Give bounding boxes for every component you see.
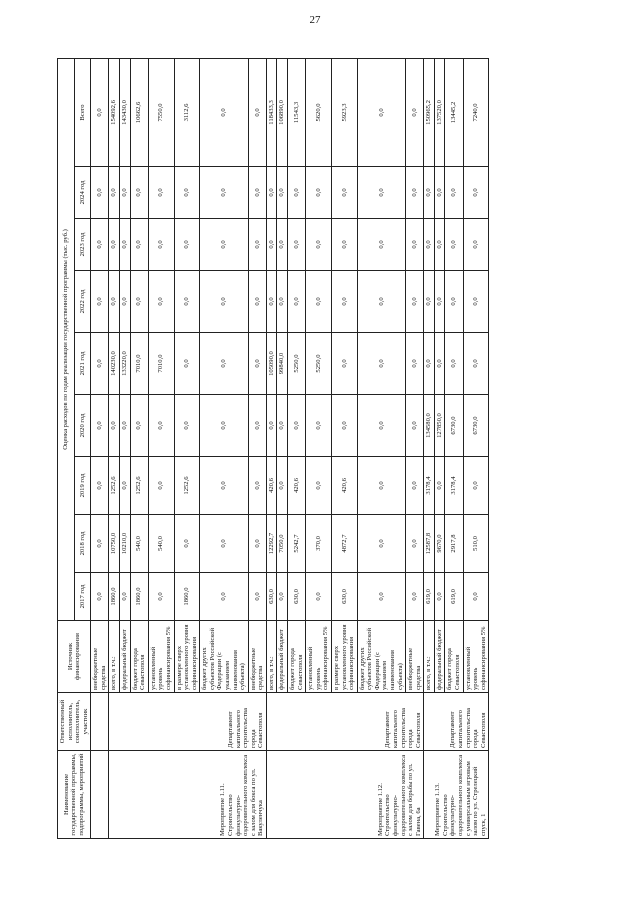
value-cell: 4872,7 xyxy=(331,515,357,573)
value-cell: 0,0 xyxy=(109,271,120,333)
funding-source: федеральный бюджет xyxy=(120,621,131,693)
value-cell: 0,0 xyxy=(277,271,288,333)
table-row xyxy=(424,58,435,838)
value-cell: 1860,0 xyxy=(109,573,120,621)
funding-source: внебюджетные средства xyxy=(91,621,109,693)
measure-executor xyxy=(91,693,109,751)
value-cell: 540,0 xyxy=(130,515,148,573)
value-cell: 7240,0 xyxy=(463,58,489,166)
measure-name xyxy=(91,751,109,839)
value-cell: 0,0 xyxy=(306,271,332,333)
value-cell: 0,0 xyxy=(120,457,131,515)
value-cell: 0,0 xyxy=(434,271,445,333)
year-header: 2022 год xyxy=(74,271,91,333)
value-cell: 0,0 xyxy=(331,271,357,333)
value-cell: 0,0 xyxy=(434,167,445,219)
funding-source: бюджет других субъектов Российской Федерации (с указанием наименования субъекта) xyxy=(357,621,405,693)
funding-source: федеральный бюджет xyxy=(277,621,288,693)
value-cell: 0,0 xyxy=(288,395,306,457)
year-header: 2018 год xyxy=(74,515,91,573)
value-cell: 0,0 xyxy=(248,395,266,457)
value-cell: 540,0 xyxy=(148,515,174,573)
value-cell: 0,0 xyxy=(200,219,248,271)
value-cell: 0,0 xyxy=(288,219,306,271)
value-cell: 0,0 xyxy=(406,515,424,573)
value-cell: 10662,6 xyxy=(130,58,148,166)
value-cell: 9670,0 xyxy=(434,515,445,573)
value-cell: 0,0 xyxy=(130,167,148,219)
value-cell: 630,0 xyxy=(288,573,306,621)
value-cell: 0,0 xyxy=(248,58,266,166)
value-cell: 133220,0 xyxy=(120,333,131,395)
year-header: 2024 год xyxy=(74,167,91,219)
value-cell: 0,0 xyxy=(445,219,463,271)
funding-source: всего, в т.ч.: xyxy=(266,621,277,693)
value-cell: 150965,2 xyxy=(424,58,435,166)
value-cell: 0,0 xyxy=(277,167,288,219)
value-cell: 105090,0 xyxy=(266,333,277,395)
value-cell: 140230,0 xyxy=(109,333,120,395)
value-cell: 154092,6 xyxy=(109,58,120,166)
value-cell: 0,0 xyxy=(463,271,489,333)
value-cell: 0,0 xyxy=(91,219,109,271)
value-cell: 0,0 xyxy=(266,395,277,457)
value-cell: 7010,0 xyxy=(130,333,148,395)
measure-name: Мероприятие 1.12. Строительство физкультурно-оздоровительного комплекса с залом для борьбы по ул. Гавена, 6а xyxy=(266,751,423,839)
value-cell: 0,0 xyxy=(200,457,248,515)
value-cell: 0,0 xyxy=(306,167,332,219)
value-cell: 0,0 xyxy=(174,219,200,271)
value-cell: 0,0 xyxy=(277,219,288,271)
value-cell: 0,0 xyxy=(120,573,131,621)
value-cell: 5250,0 xyxy=(288,333,306,395)
value-cell: 0,0 xyxy=(434,333,445,395)
value-cell: 1252,6 xyxy=(109,457,120,515)
value-cell: 0,0 xyxy=(91,58,109,166)
value-cell: 0,0 xyxy=(406,457,424,515)
value-cell: 0,0 xyxy=(266,271,277,333)
value-cell: 1252,6 xyxy=(130,457,148,515)
value-cell: 0,0 xyxy=(331,395,357,457)
value-cell: 12587,8 xyxy=(424,515,435,573)
value-cell: 0,0 xyxy=(248,333,266,395)
value-cell: 143430,0 xyxy=(120,58,131,166)
value-cell: 0,0 xyxy=(174,395,200,457)
page-number: 27 xyxy=(309,14,321,26)
value-cell: 134580,0 xyxy=(424,395,435,457)
value-cell: 0,0 xyxy=(248,457,266,515)
value-cell: 0,0 xyxy=(445,167,463,219)
table-row xyxy=(91,58,109,838)
value-cell: 10750,0 xyxy=(109,515,120,573)
value-cell: 0,0 xyxy=(148,395,174,457)
value-cell: 0,0 xyxy=(357,58,405,166)
value-cell: 0,0 xyxy=(406,219,424,271)
value-cell: 0,0 xyxy=(91,271,109,333)
value-cell: 0,0 xyxy=(445,333,463,395)
value-cell: 0,0 xyxy=(306,219,332,271)
value-cell: 420,6 xyxy=(288,457,306,515)
value-cell: 0,0 xyxy=(248,219,266,271)
value-cell: 0,0 xyxy=(463,573,489,621)
value-cell: 0,0 xyxy=(445,271,463,333)
year-header: 2017 год xyxy=(74,573,91,621)
value-cell: 0,0 xyxy=(424,333,435,395)
measure-name: Мероприятие 1.13. Строительство физкультурно-оздоровительного комплекса с универсальным игровым залом по ул. Стрелецкий спуск, 1 xyxy=(424,751,489,839)
value-cell: 0,0 xyxy=(148,271,174,333)
value-cell: 0,0 xyxy=(148,573,174,621)
funding-source: всего, в т.ч.: xyxy=(424,621,435,693)
value-cell: 137520,0 xyxy=(434,58,445,166)
funding-source: установленный уровень софинансирования 5% xyxy=(306,621,332,693)
value-cell: 7010,0 xyxy=(148,333,174,395)
value-cell: 0,0 xyxy=(91,457,109,515)
funding-source: бюджет города Севастополя xyxy=(288,621,306,693)
header-executor: Ответственный исполнитель, соисполнитель, участник xyxy=(58,693,91,751)
value-cell: 1252,6 xyxy=(174,457,200,515)
value-cell: 0,0 xyxy=(463,167,489,219)
value-cell: 3178,4 xyxy=(424,457,435,515)
table-row xyxy=(109,58,120,838)
value-cell: 510,0 xyxy=(463,515,489,573)
value-cell: 0,0 xyxy=(406,271,424,333)
funding-source: установленный уровень софинансирования 5% xyxy=(463,621,489,693)
funding-source: в размере сверх установленного уровня софинансирования xyxy=(331,621,357,693)
value-cell: 0,0 xyxy=(357,167,405,219)
header-estimate: Оценка расходов по годам реализации государственной программы (тыс. руб.) xyxy=(58,58,75,620)
funding-source: всего, в т.ч.: xyxy=(109,621,120,693)
value-cell: 0,0 xyxy=(277,457,288,515)
table-body xyxy=(91,58,489,838)
value-cell: 619,0 xyxy=(424,573,435,621)
value-cell: 106890,0 xyxy=(277,58,288,166)
value-cell: 0,0 xyxy=(91,167,109,219)
table-row xyxy=(266,58,277,838)
value-cell: 0,0 xyxy=(357,219,405,271)
value-cell: 0,0 xyxy=(248,271,266,333)
value-cell: 0,0 xyxy=(200,167,248,219)
value-cell: 0,0 xyxy=(424,219,435,271)
funding-source: установленный уровень софинансирования 5% xyxy=(148,621,174,693)
value-cell: 0,0 xyxy=(148,167,174,219)
value-cell: 0,0 xyxy=(406,333,424,395)
value-cell: 11543,3 xyxy=(288,58,306,166)
value-cell: 0,0 xyxy=(130,395,148,457)
value-cell: 0,0 xyxy=(288,271,306,333)
value-cell: 0,0 xyxy=(277,395,288,457)
value-cell: 3112,6 xyxy=(174,58,200,166)
value-cell: 5250,0 xyxy=(306,333,332,395)
value-cell: 10210,0 xyxy=(120,515,131,573)
value-cell: 0,0 xyxy=(463,219,489,271)
value-cell: 0,0 xyxy=(434,573,445,621)
value-cell: 0,0 xyxy=(248,515,266,573)
value-cell: 0,0 xyxy=(200,271,248,333)
year-header: 2023 год xyxy=(74,219,91,271)
value-cell: 6730,0 xyxy=(463,395,489,457)
value-cell: 0,0 xyxy=(120,395,131,457)
value-cell: 0,0 xyxy=(406,167,424,219)
value-cell: 0,0 xyxy=(424,167,435,219)
value-cell: 0,0 xyxy=(277,573,288,621)
value-cell: 0,0 xyxy=(463,333,489,395)
value-cell: 0,0 xyxy=(174,333,200,395)
value-cell: 0,0 xyxy=(248,167,266,219)
value-cell: 7550,0 xyxy=(148,58,174,166)
value-cell: 127850,0 xyxy=(434,395,445,457)
value-cell: 0,0 xyxy=(357,395,405,457)
value-cell: 0,0 xyxy=(200,333,248,395)
value-cell: 7050,0 xyxy=(277,515,288,573)
funding-source: внебюджетные средства xyxy=(248,621,266,693)
value-cell: 0,0 xyxy=(148,219,174,271)
header-name: Наименование государственной программы, подпрограммы, мероприятий xyxy=(58,751,91,839)
year-header: Всего xyxy=(74,58,91,166)
value-cell: 0,0 xyxy=(331,219,357,271)
value-cell: 0,0 xyxy=(174,271,200,333)
value-cell: 0,0 xyxy=(130,271,148,333)
year-header: 2021 год xyxy=(74,333,91,395)
funding-source: федеральный бюджет xyxy=(434,621,445,693)
value-cell: 0,0 xyxy=(148,457,174,515)
value-cell: 0,0 xyxy=(91,573,109,621)
value-cell: 5242,7 xyxy=(288,515,306,573)
value-cell: 2917,8 xyxy=(445,515,463,573)
header-row xyxy=(58,58,75,838)
value-cell: 1860,0 xyxy=(174,573,200,621)
value-cell: 0,0 xyxy=(357,515,405,573)
value-cell: 0,0 xyxy=(406,395,424,457)
value-cell: 0,0 xyxy=(120,271,131,333)
measure-executor: Департамент капитального строительства города Севастополя xyxy=(424,693,489,751)
value-cell: 0,0 xyxy=(331,167,357,219)
value-cell: 630,0 xyxy=(331,573,357,621)
value-cell: 0,0 xyxy=(434,219,445,271)
value-cell: 0,0 xyxy=(288,167,306,219)
value-cell: 0,0 xyxy=(109,167,120,219)
funding-source: бюджет других субъектов Российской Федерации (с указанием наименования субъекта) xyxy=(200,621,248,693)
value-cell: 0,0 xyxy=(266,167,277,219)
value-cell: 370,0 xyxy=(306,515,332,573)
value-cell: 0,0 xyxy=(109,395,120,457)
value-cell: 0,0 xyxy=(200,515,248,573)
value-cell: 619,0 xyxy=(445,573,463,621)
value-cell: 0,0 xyxy=(130,219,148,271)
value-cell: 0,0 xyxy=(306,395,332,457)
value-cell: 5620,0 xyxy=(306,58,332,166)
measure-executor: Департамент капитального строительства города Севастополя xyxy=(266,693,423,751)
value-cell: 0,0 xyxy=(463,457,489,515)
value-cell: 0,0 xyxy=(406,573,424,621)
year-header: 2019 год xyxy=(74,457,91,515)
value-cell: 0,0 xyxy=(200,395,248,457)
value-cell: 0,0 xyxy=(434,457,445,515)
header-source: Источник финансирования xyxy=(58,621,91,693)
value-cell: 1860,0 xyxy=(130,573,148,621)
value-cell: 0,0 xyxy=(109,219,120,271)
value-cell: 0,0 xyxy=(331,333,357,395)
value-cell: 0,0 xyxy=(91,515,109,573)
value-cell: 0,0 xyxy=(306,457,332,515)
year-header: 2020 год xyxy=(74,395,91,457)
value-cell: 118433,3 xyxy=(266,58,277,166)
value-cell: 0,0 xyxy=(200,573,248,621)
value-cell: 0,0 xyxy=(248,573,266,621)
value-cell: 3178,4 xyxy=(445,457,463,515)
value-cell: 420,6 xyxy=(266,457,277,515)
value-cell: 0,0 xyxy=(174,167,200,219)
value-cell: 420,6 xyxy=(331,457,357,515)
value-cell: 0,0 xyxy=(357,271,405,333)
value-cell: 0,0 xyxy=(174,515,200,573)
value-cell: 6730,0 xyxy=(445,395,463,457)
funding-source: бюджет города Севастополя xyxy=(130,621,148,693)
funding-source: в размере сверх установленного уровня софинансирования xyxy=(174,621,200,693)
value-cell: 0,0 xyxy=(91,333,109,395)
value-cell: 0,0 xyxy=(120,219,131,271)
value-cell: 630,0 xyxy=(266,573,277,621)
value-cell: 0,0 xyxy=(120,167,131,219)
budget-table xyxy=(57,58,489,839)
value-cell: 0,0 xyxy=(357,333,405,395)
rotated-table-wrapper xyxy=(57,59,572,839)
value-cell: 0,0 xyxy=(424,271,435,333)
value-cell: 0,0 xyxy=(91,395,109,457)
measure-executor: Департамент капитального строительства города Севастополя xyxy=(109,693,266,751)
value-cell: 0,0 xyxy=(406,58,424,166)
value-cell: 0,0 xyxy=(357,573,405,621)
measure-name: Мероприятие 1.11. Строительство физкультурно-оздоровительного комплекса с залом для бокса по ул. Вакуленчука xyxy=(109,751,266,839)
funding-source: внебюджетные средства xyxy=(406,621,424,693)
value-cell: 12292,7 xyxy=(266,515,277,573)
value-cell: 0,0 xyxy=(200,58,248,166)
value-cell: 0,0 xyxy=(266,219,277,271)
value-cell: 5923,3 xyxy=(331,58,357,166)
value-cell: 13445,2 xyxy=(445,58,463,166)
value-cell: 99840,0 xyxy=(277,333,288,395)
value-cell: 0,0 xyxy=(357,457,405,515)
value-cell: 0,0 xyxy=(306,573,332,621)
funding-source: бюджет города Севастополя xyxy=(445,621,463,693)
